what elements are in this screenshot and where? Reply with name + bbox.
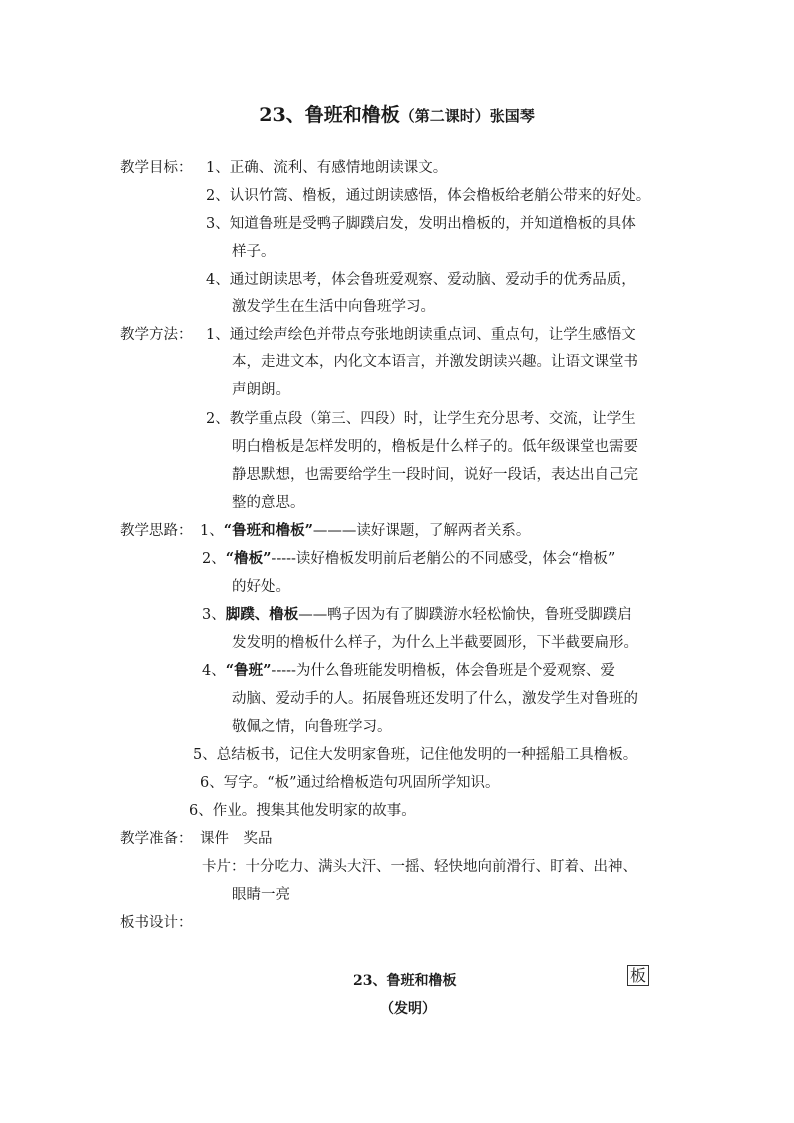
idea-item-6: 6、写字。“板”通过给橹板造句巩固所学知识。 bbox=[200, 775, 500, 791]
idea-text: ———读好课题，了解两者关系。 bbox=[312, 523, 531, 539]
ideas-label: 教学思路： bbox=[120, 523, 193, 539]
goal-item-cont: 样子。 bbox=[232, 244, 276, 260]
title-sub: （第二课时） bbox=[399, 107, 490, 125]
idea-num: 1、 bbox=[200, 523, 224, 539]
idea-item-1 bbox=[200, 521, 530, 541]
goal-item: 2、认识竹篙、橹板，通过朗读感悟，体会橹板给老艄公带来的好处。 bbox=[206, 188, 651, 204]
board-boxed-char bbox=[627, 966, 649, 986]
board-title: 23、鲁班和橹板 bbox=[353, 973, 457, 989]
idea-text: -----为什么鲁班能发明橹板，体会鲁班是个爱观察、爱 bbox=[271, 663, 615, 679]
prep-cards-cont: 眼睛一亮 bbox=[232, 887, 290, 903]
idea-text: -----读好橹板发明前后老艄公的不同感受，体会“橹板” bbox=[271, 551, 616, 567]
idea-keyword: “鲁班” bbox=[225, 662, 272, 679]
method-item-cont: 静思默想，也需要给学生一段时间，说好一段话，表达出自己完 bbox=[232, 467, 638, 483]
prep-label: 教学准备： bbox=[120, 831, 193, 847]
board-label: 板书设计： bbox=[120, 915, 193, 931]
prep-items: 课件 奖品 bbox=[200, 831, 273, 847]
idea-item-cont: 敬佩之情，向鲁班学习。 bbox=[232, 719, 392, 735]
idea-item-5: 5、总结板书，记住大发明家鲁班，记住他发明的一种摇船工具橹板。 bbox=[193, 747, 638, 763]
method-item-cont: 明白橹板是怎样发明的，橹板是什么样子的。低年级课堂也需要 bbox=[232, 439, 638, 455]
document-title bbox=[0, 100, 794, 127]
idea-text: ——鸭子因为有了脚蹼游水轻松愉快，鲁班受脚蹼启 bbox=[298, 607, 632, 623]
board-sub: （发明） bbox=[380, 1001, 436, 1017]
idea-item-cont: 发发明的橹板什么样子，为什么上半截要圆形，下半截要扁形。 bbox=[232, 635, 638, 651]
goal-item: 4、通过朗读思考，体会鲁班爱观察、爱动脑、爱动手的优秀品质， bbox=[206, 272, 636, 288]
idea-item-2 bbox=[202, 549, 615, 569]
idea-item-cont: 动脑、爱动手的人。拓展鲁班还发明了什么，激发学生对鲁班的 bbox=[232, 691, 638, 707]
methods-label: 教学方法： bbox=[120, 327, 193, 343]
method-item-cont: 整的意思。 bbox=[232, 495, 305, 511]
goal-item: 1、正确、流利、有感情地朗读课文。 bbox=[206, 160, 448, 176]
method-item-cont: 本，走进文本，内化文本语言，并激发朗读兴趣。让语文课堂书 bbox=[232, 354, 638, 370]
title-main: 23、鲁班和橹板 bbox=[259, 104, 400, 126]
goal-item: 3、知道鲁班是受鸭子脚蹼启发，发明出橹板的，并知道橹板的具体 bbox=[206, 216, 636, 232]
idea-item-3 bbox=[202, 605, 632, 625]
method-item-cont: 声朗朗。 bbox=[232, 382, 290, 398]
boxed-char-text: 板 bbox=[627, 965, 649, 986]
idea-keyword: 脚蹼、橹板 bbox=[225, 606, 299, 623]
goals-label: 教学目标： bbox=[120, 160, 193, 176]
method-item: 1、通过绘声绘色并带点夸张地朗读重点词、重点句，让学生感悟文 bbox=[206, 327, 636, 343]
prep-cards: 卡片：十分吃力、满头大汗、一摇、轻快地向前滑行、盯着、出神、 bbox=[202, 859, 637, 875]
idea-num: 2、 bbox=[202, 551, 226, 567]
idea-num: 3、 bbox=[202, 607, 226, 623]
idea-item-cont: 的好处。 bbox=[232, 579, 290, 595]
idea-item-4 bbox=[202, 661, 615, 681]
goal-item-cont: 激发学生在生活中向鲁班学习。 bbox=[232, 299, 435, 315]
idea-item-7: 6、作业。搜集其他发明家的故事。 bbox=[189, 803, 416, 819]
method-item: 2、教学重点段（第三、四段）时，让学生充分思考、交流，让学生 bbox=[206, 411, 636, 427]
idea-num: 4、 bbox=[202, 663, 226, 679]
idea-keyword: “鲁班和橹板” bbox=[223, 522, 313, 539]
title-author: 张国琴 bbox=[489, 107, 535, 125]
idea-keyword: “橹板” bbox=[225, 550, 272, 567]
